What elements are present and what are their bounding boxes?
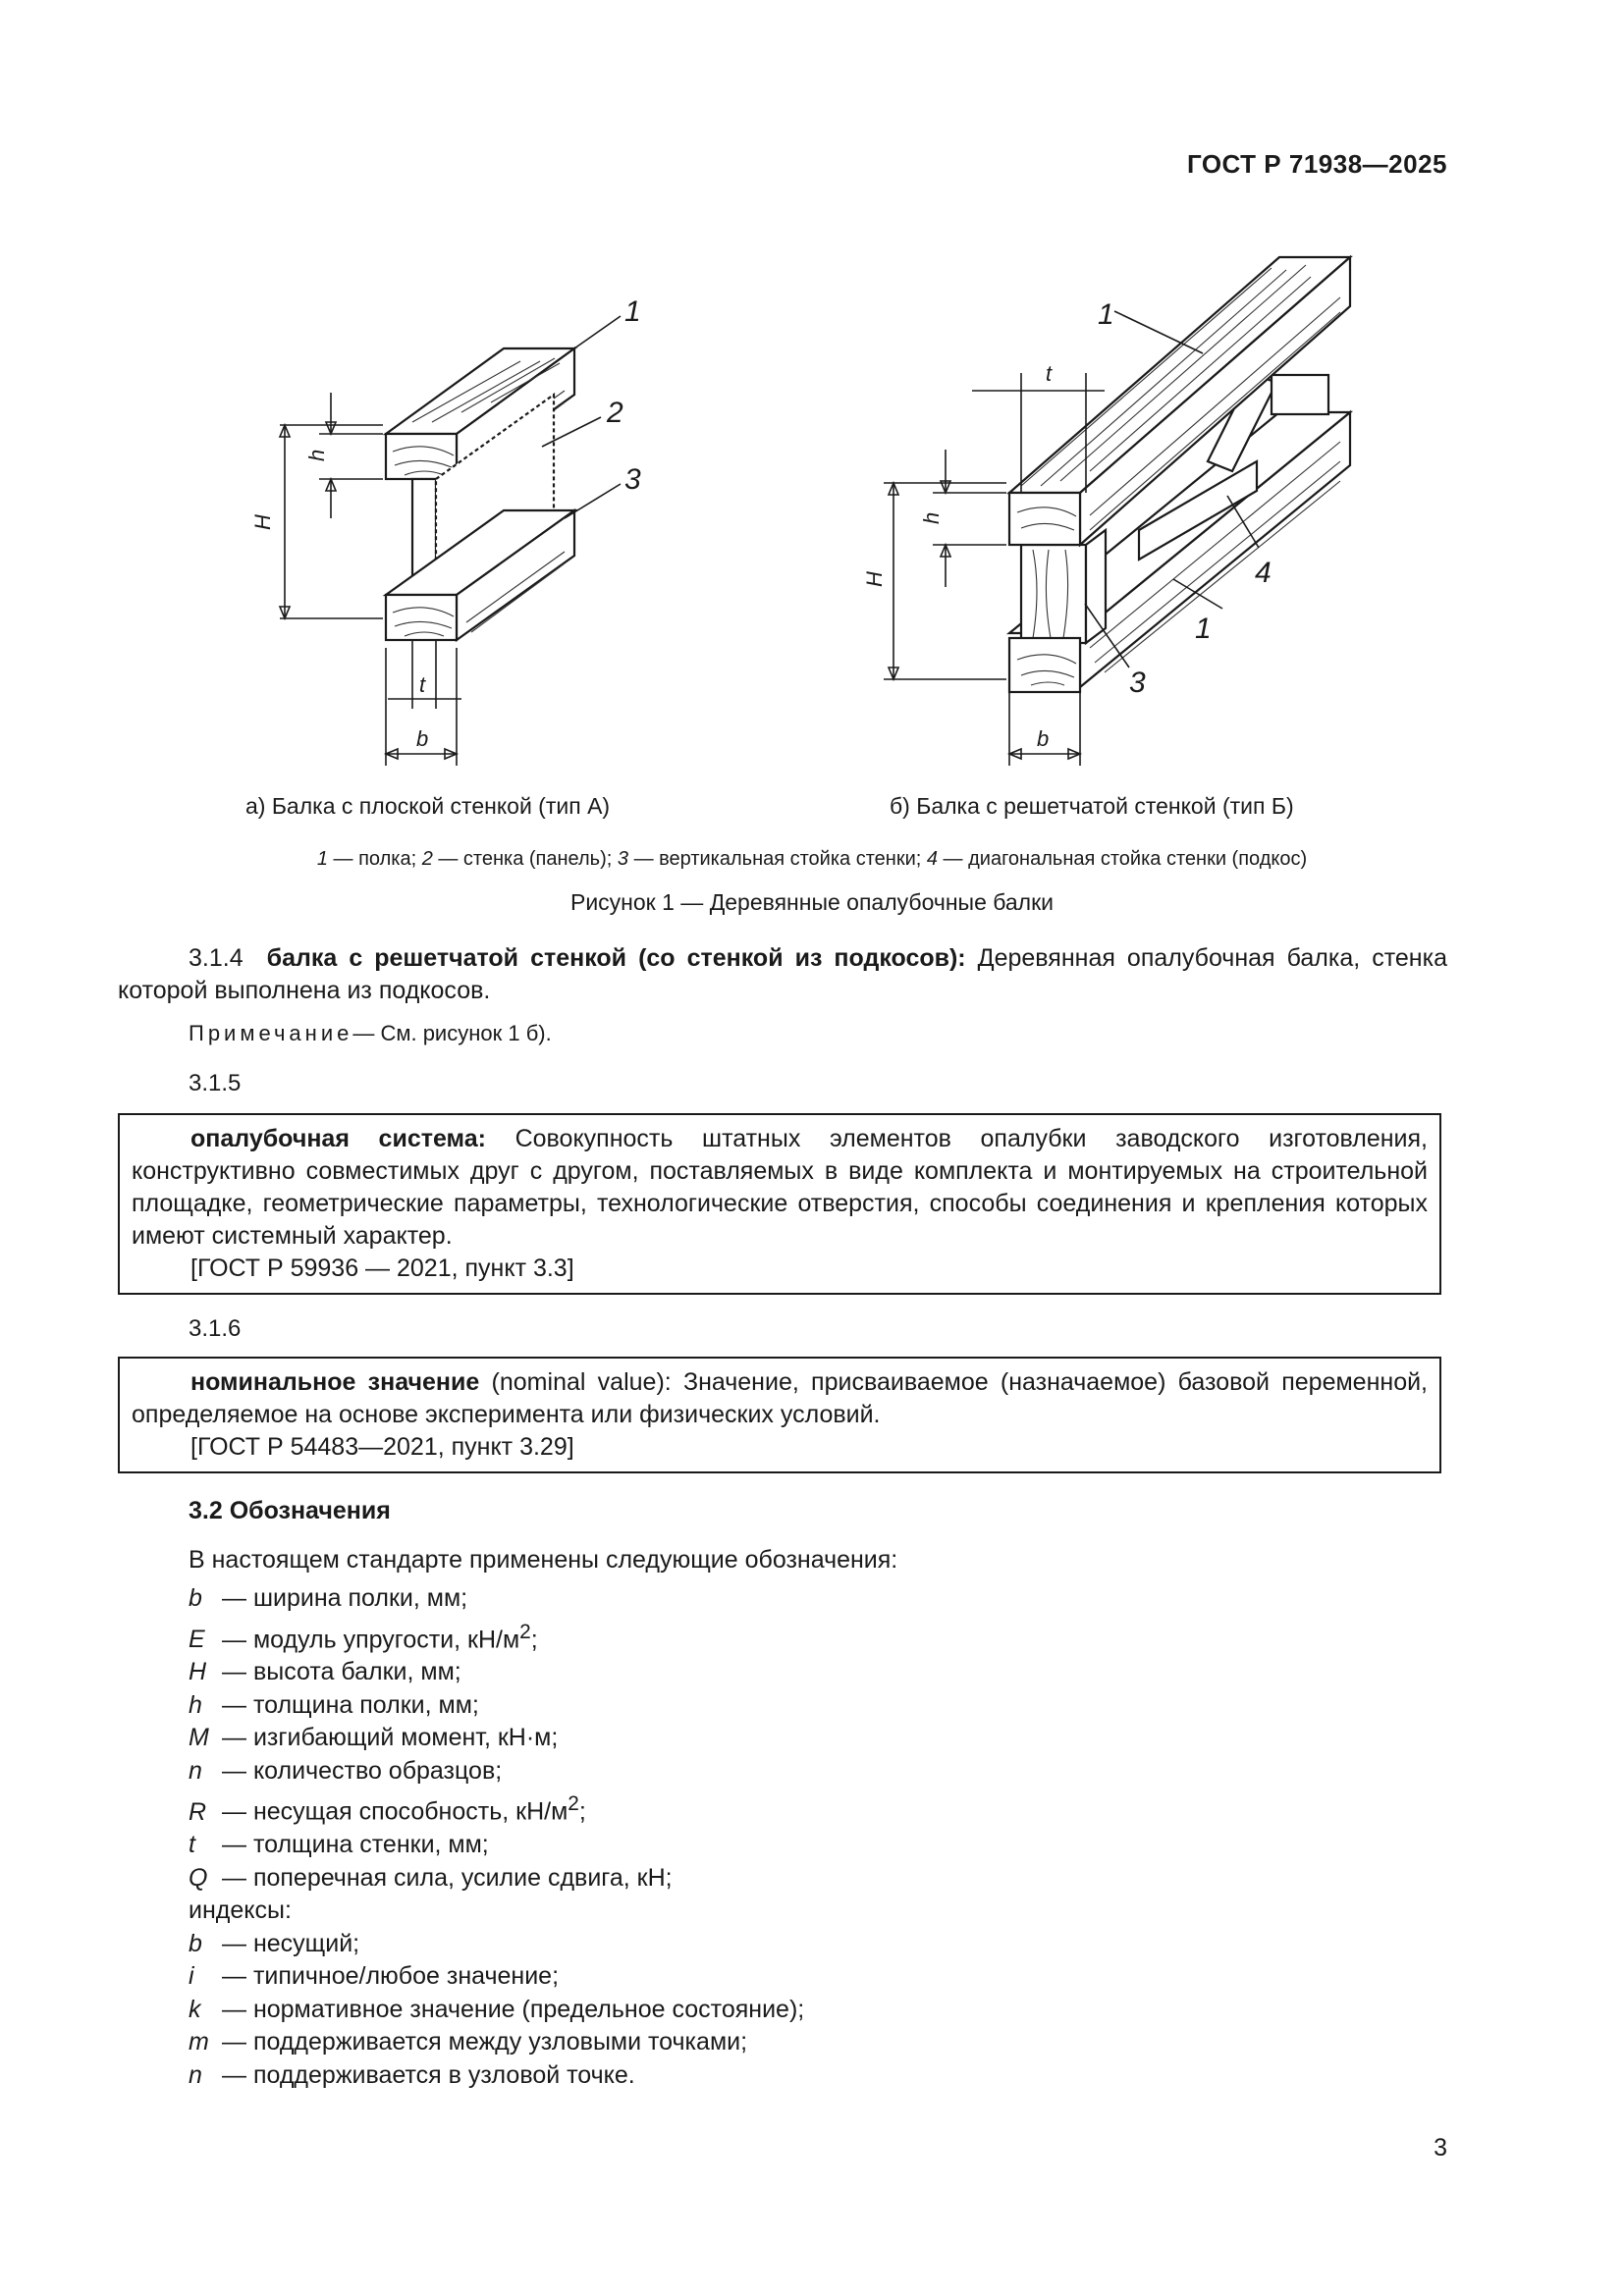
clause-3-1-5-box	[118, 1113, 1441, 1295]
figure-1	[0, 0, 1624, 805]
beam-a-label-3: 3	[624, 463, 641, 496]
list-item: m — поддерживается между узловыми точками;	[189, 2028, 748, 2056]
beam-a-label-2: 2	[607, 397, 623, 429]
standard-number-header: ГОСТ Р 71938—2025	[1186, 149, 1447, 179]
list-item: b — ширина полки, мм;	[189, 1584, 468, 1612]
clause-3-1-6-box	[118, 1357, 1441, 1473]
clause-3-1-5-term: опалубочная система:	[190, 1125, 486, 1152]
beam-b-dim-h: h	[919, 511, 944, 524]
clause-3-1-6-definition: : Значение, присваиваемое (назначаемое) базовой переменной, определяемое на основе эксперимента или физических условий.	[132, 1368, 1429, 1428]
beam-b-vertical-back	[1272, 375, 1328, 414]
note-text: — См. рисунок 1 б).	[352, 1021, 552, 1045]
figure-title: Рисунок 1 — Деревянные опалубочные балки	[569, 889, 1055, 915]
list-item: n — количество образцов;	[189, 1756, 503, 1785]
beam-b-bottom-flange-end	[1009, 638, 1080, 692]
beam-b-label-4: 4	[1255, 557, 1272, 589]
beam-type-b-drawing	[862, 257, 1350, 766]
figure-caption-a: а) Балка с плоской стенкой (тип А)	[245, 793, 611, 819]
figure-legend: 1 — полка; 2 — стенка (панель); 3 — вертикальная стойка стенки; 4 — диагональная стойка стенки (подкос)	[316, 848, 1308, 870]
clause-3-1-5-source: [ГОСТ Р 59936 — 2021, пункт 3.3]	[190, 1255, 574, 1282]
note-3-1-4	[189, 1021, 552, 1046]
list-item: E — модуль упругости, $кН/м^2$;	[189, 1620, 538, 1653]
beam-type-a-drawing	[250, 295, 641, 766]
beam-a-dim-b: b	[416, 726, 429, 751]
beam-a-dim-H: H	[250, 514, 275, 530]
beam-b-label-1-top: 1	[1098, 298, 1114, 331]
section-3-2-intro: В настоящем стандарте применены следующие обозначения:	[189, 1546, 898, 1574]
beam-b-vertical-post	[1021, 545, 1086, 643]
list-item: i — типичное/любое значение;	[189, 1962, 560, 1991]
beam-a-dim-t: t	[419, 672, 426, 697]
beam-b-top-flange-end	[1009, 493, 1080, 545]
list-item: t — толщина стенки, мм;	[189, 1831, 489, 1859]
list-item: H — высота балки, мм;	[189, 1658, 461, 1686]
figure-caption-b: б) Балка с решетчатой стенкой (тип Б)	[890, 793, 1294, 819]
list-item: h — толщина полки, мм;	[189, 1690, 479, 1719]
clause-3-1-6-number: 3.1.6	[189, 1315, 242, 1342]
list-item: n — поддерживается в узловой точке.	[189, 2060, 635, 2089]
note-label: Примечание	[189, 1021, 353, 1045]
clause-3-1-6-term: номинальное значение	[190, 1368, 480, 1396]
page-number: 3	[1434, 2134, 1447, 2162]
beam-a-dim-h: h	[304, 449, 329, 461]
list-item: M — изгибающий момент, кН·м;	[189, 1724, 559, 1752]
list-item: k — нормативное значение (предельное состояние);	[189, 1995, 805, 2023]
clause-definition: Деревянная опалубочная балка, стенка которой выполнена из подкосов.	[118, 944, 1447, 1004]
clause-number: 3.1.4	[189, 944, 244, 972]
clause-3-1-5-definition: Совокупность штатных элементов опалубки заводского изготовления, конструктивно совместимых друг с другом, поставляемых в виде комплекта и монтируемых на строительной площадке, геометрические параметры, технологические отверстия, способы соединения и крепления которых имеют системный характер.	[132, 1125, 1429, 1250]
clause-3-1-4	[118, 942, 1447, 1007]
clause-term: балка с решетчатой стенкой (со стенкой из подкосов):	[266, 944, 966, 972]
beam-b-dim-H: H	[862, 571, 887, 587]
list-item: b — несущий;	[189, 1929, 360, 1957]
indices-label: индексы:	[189, 1896, 292, 1925]
beam-b-dim-t: t	[1046, 361, 1053, 386]
list-item: Q — поперечная сила, усилие сдвига, кН;	[189, 1863, 673, 1892]
clause-3-1-6-english: (nominal value)	[479, 1368, 665, 1396]
beam-b-dim-b: b	[1037, 726, 1050, 751]
list-item: R — несущая способность, $кН/м^2$;	[189, 1792, 586, 1826]
symbols-list	[189, 1582, 804, 2092]
clause-3-1-5-number: 3.1.5	[189, 1070, 242, 1096]
beam-b-label-1-bottom: 1	[1195, 613, 1212, 645]
clause-3-1-6-source: [ГОСТ Р 54483—2021, пункт 3.29]	[190, 1433, 574, 1461]
beam-a-label-1: 1	[624, 295, 641, 328]
beam-b-label-3: 3	[1129, 667, 1146, 699]
beam-drawings	[0, 0, 1624, 805]
section-3-2-title: 3.2 Обозначения	[189, 1497, 391, 1524]
beam-a-bottom-flange-end	[386, 595, 457, 640]
